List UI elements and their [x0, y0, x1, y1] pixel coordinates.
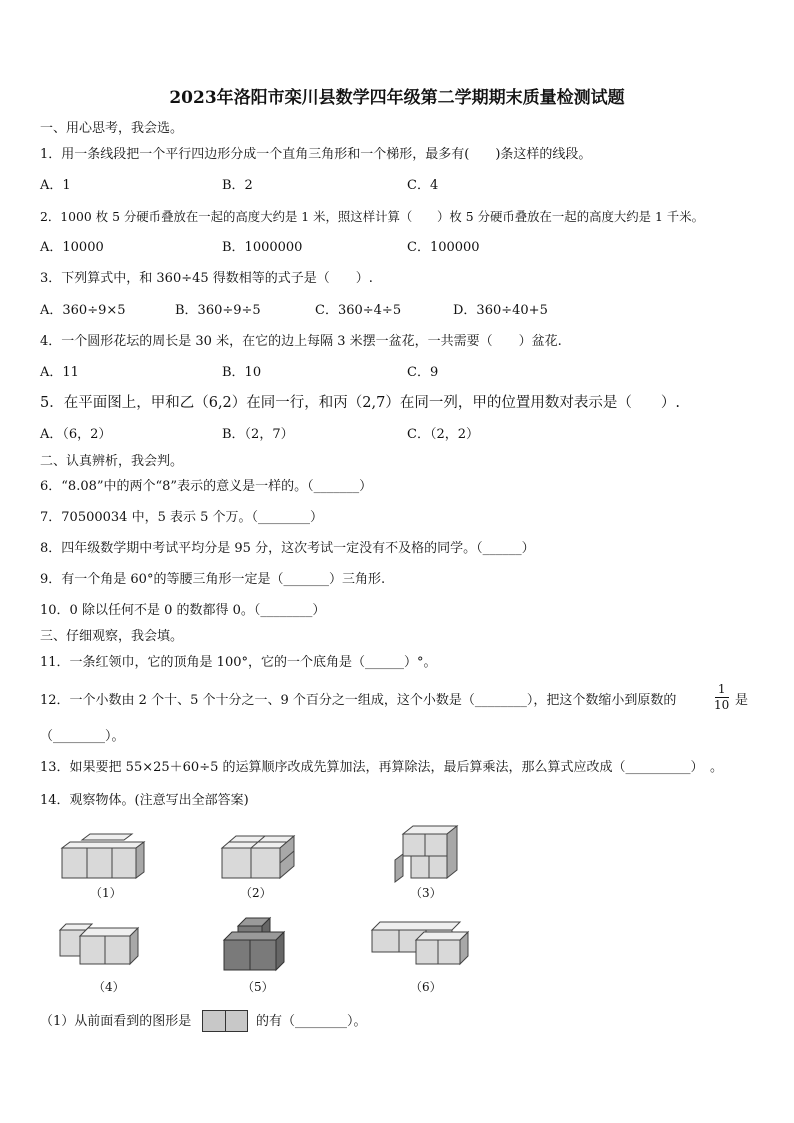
q2-option-c: C．100000 — [407, 240, 480, 255]
question-12: 12．一个小数由 2 个十、5 个十分之一、9 个百分之一组成，这个小数是（________），把这个数缩小到原数的 — [40, 693, 677, 708]
fraction-denominator: 10 — [714, 698, 730, 712]
question-3: 3．下列算式中，和 360÷45 得数相等的式子是（ ）. — [40, 271, 373, 286]
figure-1-label: （1） — [90, 886, 122, 900]
question-9: 9．有一个角是 60°的等腰三角形一定是（_______）三角形. — [40, 572, 386, 587]
q5-option-b: B．（2，7） — [222, 427, 294, 442]
q12-after-fraction: 是 — [735, 693, 749, 708]
question-1: 1．用一条线段把一个平行四边形分成一个直角三角形和一个梯形，最多有( )条这样的线段。 — [40, 147, 592, 162]
figure-4-label: （4） — [93, 980, 125, 994]
figure-6-label: （6） — [410, 980, 442, 994]
figure-1-cubes — [62, 830, 157, 882]
question-10: 10．0 除以任何不是 0 的数都得 0。（________） — [40, 603, 326, 618]
figure-5-label: （5） — [242, 980, 274, 994]
q1-option-c: C．4 — [407, 178, 439, 193]
question-7: 7．70500034 中，5 表示 5 个万。（________） — [40, 510, 324, 525]
q14-sub1-prefix: （1）从前面看到的图形是 — [40, 1014, 192, 1029]
q5-option-a: A．（6，2） — [40, 427, 112, 442]
question-2: 2．1000 枚 5 分硬币叠放在一起的高度大约是 1 米，照这样计算（ ）枚 5 分硬币叠放在一起的高度大约是 1 千米。 — [40, 209, 704, 224]
q4-option-a: A．11 — [40, 365, 79, 380]
figure-3-cubes — [395, 824, 467, 884]
q3-option-c: C．360÷4÷5 — [315, 303, 402, 318]
q14-sub1-suffix: 的有（________）。 — [256, 1014, 367, 1029]
q12-answer-blank: （________）。 — [40, 729, 125, 744]
question-4: 4．一个圆形花坛的周长是 30 米，在它的边上每隔 3 米摆一盆花，一共需要（ ）盆花. — [40, 334, 562, 349]
q4-option-b: B．10 — [222, 365, 262, 380]
q12-fraction — [714, 683, 729, 712]
question-13: 13．如果要把 55×25＋60÷5 的运算顺序改成先算加法，再算除法，最后算乘法，那么算式应改成（__________） 。 — [40, 760, 723, 775]
q3-option-d: D．360÷40+5 — [453, 303, 548, 318]
figure-2-cubes — [222, 830, 302, 882]
front-view-two-squares-icon — [202, 1010, 248, 1032]
q1-option-b: B．2 — [222, 178, 253, 193]
question-5: 5．在平面图上，甲和乙（6,2）在同一行，和丙（2,7）在同一列，甲的位置用数对表示是（ ）. — [40, 395, 680, 411]
figure-4-cubes — [60, 918, 140, 968]
q3-option-a: A．360÷9×5 — [40, 303, 126, 318]
question-6: 6．“8.08”中的两个“8”表示的意义是一样的。（_______） — [40, 479, 373, 494]
figure-5-cubes — [224, 914, 290, 974]
q2-option-a: A．10000 — [40, 240, 104, 255]
figure-6-cubes — [372, 918, 472, 970]
fraction-numerator: 1 — [717, 682, 726, 696]
question-11: 11．一条红领巾，它的顶角是 100°，它的一个底角是（______）°。 — [40, 655, 437, 670]
q2-option-b: B．1000000 — [222, 240, 303, 255]
q4-option-c: C．9 — [407, 365, 439, 380]
q1-option-a: A．1 — [40, 178, 71, 193]
q3-option-b: B．360÷9÷5 — [175, 303, 261, 318]
q5-option-c: C．（2，2） — [407, 427, 479, 442]
section-heading-fill: 三、仔细观察，我会填。 — [40, 629, 184, 644]
section-heading-judge: 二、认真辨析，我会判。 — [40, 454, 184, 469]
question-8: 8．四年级数学期中考试平均分是 95 分，这次考试一定没有不及格的同学。（______） — [40, 541, 535, 556]
section-heading-choice: 一、用心思考，我会选。 — [40, 121, 184, 136]
figure-3-label: （3） — [410, 886, 442, 900]
page-title: 2023年洛阳市栾川县数学四年级第二学期期末质量检测试题 — [169, 88, 625, 108]
figure-2-label: （2） — [240, 886, 272, 900]
question-14: 14．观察物体。(注意写出全部答案) — [40, 793, 249, 808]
